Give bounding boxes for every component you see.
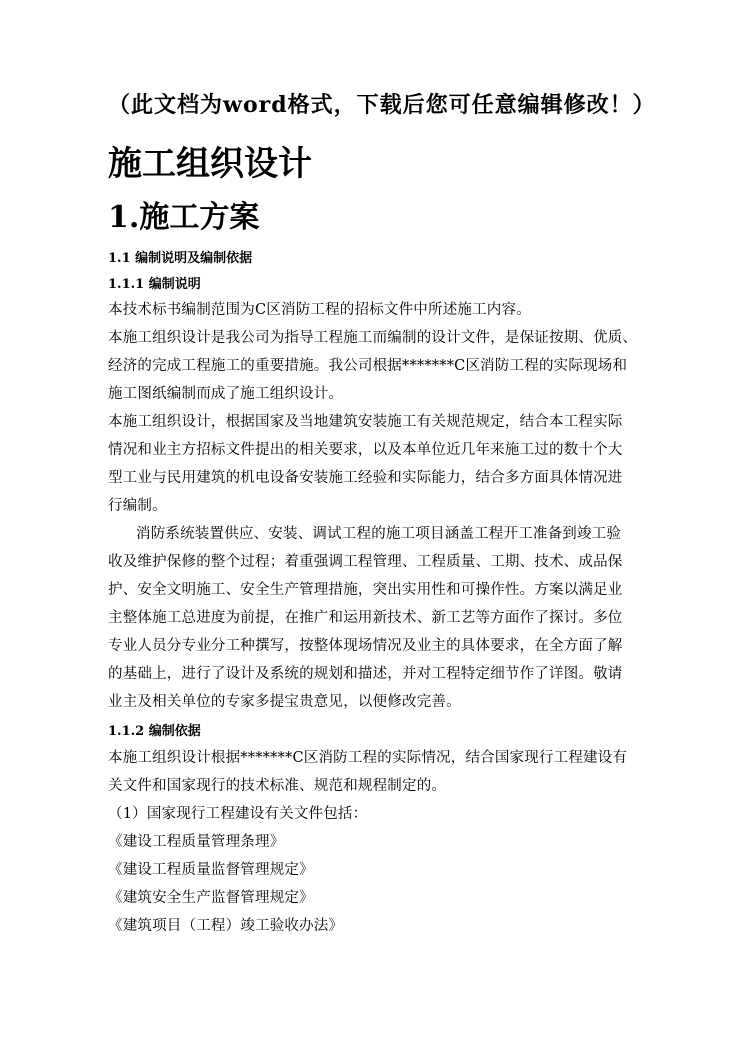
paragraph-line: 型工业与民用建筑的机电设备安装施工经验和实际能力，结合多方面具体情况进: [108, 470, 623, 486]
list-item: 《建筑项目（工程）竣工验收办法》: [108, 918, 344, 934]
paragraph-line: 本施工组织设计是我公司为指导工程施工而编制的设计文件，是保证按期、优质、: [108, 330, 638, 346]
paragraph-line: 关文件和国家现行的技术标准、规范和规程制定的。: [108, 778, 447, 794]
paragraph-line: 的基础上，进行了设计及系统的规划和描述，并对工程特定细节作了详图。敬请: [108, 666, 623, 682]
list-item: 《建设工程质量管理条理》: [108, 834, 285, 850]
list-item: 《建筑安全生产监督管理规定》: [108, 890, 314, 906]
paragraph-line: 专业人员分专业分工种撰写，按整体现场情况及业主的具体要求，在全方面了解: [108, 638, 623, 654]
heading-section-1-1-1: 1.1.1 编制说明: [108, 277, 201, 292]
paragraph-line: 行编制。: [108, 498, 167, 514]
paragraph-line: 本施工组织设计，根据国家及当地建筑安装施工有关规范规定，结合本工程实际: [108, 414, 623, 430]
list-item: 《建设工程质量监督管理规定》: [108, 862, 314, 878]
paragraph-line: 消防系统装置供应、安装、调试工程的施工项目涵盖工程开工准备到竣工验: [136, 526, 622, 542]
paragraph-line: 主整体施工总进度为前提，在推广和运用新技术、新工艺等方面作了探讨。多位: [108, 610, 623, 626]
paragraph-line: 收及维护保修的整个过程；着重强调工程管理、工程质量、工期、技术、成品保: [108, 554, 623, 570]
paragraph-line: 情况和业主方招标文件提出的相关要求，以及本单位近几年来施工过的数十个大: [108, 442, 623, 458]
heading-section-1-1-2: 1.1.2 编制依据: [108, 724, 201, 739]
format-notice: （此文档为word格式，下载后您可任意编辑修改！）: [108, 92, 656, 118]
document-title: 施工组织设计: [108, 144, 312, 184]
list-intro: （1）国家现行工程建设有关文件包括：: [108, 806, 368, 822]
paragraph-line: 施工图纸编制而成了施工组织设计。: [108, 386, 344, 402]
paragraph-line: 本技术标书编制范围为C区消防工程的招标文件中所述施工内容。: [108, 302, 531, 318]
heading-section-1-1: 1.1 编制说明及编制依据: [108, 251, 253, 266]
heading-section-1: 1.施工方案: [108, 200, 260, 235]
paragraph-line: 护、安全文明施工、安全生产管理措施，突出实用性和可操作性。方案以满足业: [108, 582, 623, 598]
paragraph-line: 本施工组织设计根据*******C区消防工程的实际情况，结合国家现行工程建设有: [108, 750, 628, 766]
paragraph-line: 经济的完成工程施工的重要措施。我公司根据*******C区消防工程的实际现场和: [108, 358, 628, 374]
paragraph-line: 业主及相关单位的专家多提宝贵意见，以便修改完善。: [108, 694, 461, 710]
